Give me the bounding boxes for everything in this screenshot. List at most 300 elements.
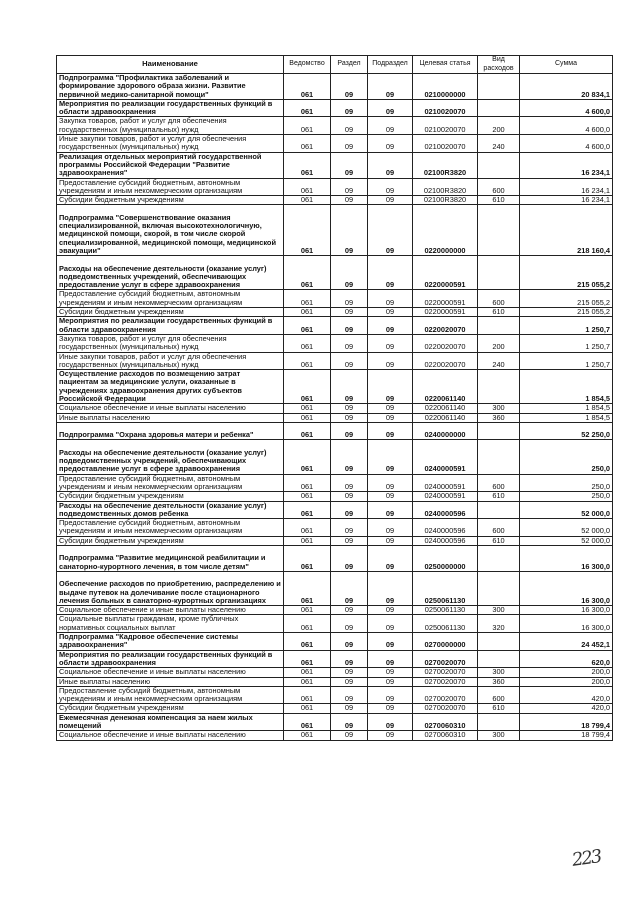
cell-podrazdel: 09 <box>368 422 413 440</box>
cell-vid: 360 <box>478 413 520 422</box>
cell-podrazdel: 09 <box>368 117 413 135</box>
cell-statya: 0270020070 <box>413 668 478 677</box>
cell-summa: 420,0 <box>520 704 613 713</box>
cell-statya: 0220000591 <box>413 256 478 290</box>
cell-vedomstvo: 061 <box>284 606 331 615</box>
cell-podrazdel: 09 <box>368 731 413 740</box>
cell-razdel: 09 <box>331 370 368 404</box>
cell-razdel: 09 <box>331 308 368 317</box>
cell-name: Расходы на обеспечение деятельности (оказание услуг) подведомственных домов ребенка <box>57 501 284 519</box>
cell-statya: 0270060310 <box>413 731 478 740</box>
cell-summa: 52 000,0 <box>520 519 613 537</box>
cell-summa: 52 000,0 <box>520 536 613 545</box>
table-row <box>57 546 613 572</box>
cell-razdel: 09 <box>331 536 368 545</box>
cell-razdel: 09 <box>331 404 368 413</box>
cell-name: Расходы на обеспечение деятельности (оказание услуг) подведомственных учреждений, обеспечивающих предоставление услуг в сфере здравоохранения <box>57 440 284 474</box>
cell-summa: 215 055,2 <box>520 308 613 317</box>
cell-name: Реализация отдельных мероприятий государственной программы Российской Федерации "Развитие здравоохранения" <box>57 152 284 178</box>
cell-vedomstvo: 061 <box>284 290 331 308</box>
table-row <box>57 205 613 256</box>
cell-name: Предоставление субсидий бюджетным, автономным учреждениям и иным некоммерческим организациям <box>57 474 284 492</box>
cell-name: Субсидии бюджетным учреждениям <box>57 492 284 501</box>
cell-vedomstvo: 061 <box>284 370 331 404</box>
cell-vid <box>478 571 520 605</box>
cell-razdel: 09 <box>331 474 368 492</box>
cell-statya: 0240000591 <box>413 492 478 501</box>
cell-vid <box>478 422 520 440</box>
cell-vid: 600 <box>478 474 520 492</box>
cell-summa: 16 300,0 <box>520 606 613 615</box>
table-row <box>57 334 613 352</box>
cell-vedomstvo: 061 <box>284 74 331 100</box>
cell-vid <box>478 633 520 651</box>
cell-vedomstvo: 061 <box>284 677 331 686</box>
cell-razdel: 09 <box>331 74 368 100</box>
cell-name: Иные выплаты населению <box>57 677 284 686</box>
cell-razdel: 09 <box>331 546 368 572</box>
header-razdel: Раздел <box>331 56 368 74</box>
cell-name: Мероприятия по реализации государственных функций в области здравоохранения <box>57 99 284 117</box>
cell-statya: 0220020070 <box>413 334 478 352</box>
header-summa: Сумма <box>520 56 613 74</box>
cell-name: Социальное обеспечение и иные выплаты населению <box>57 404 284 413</box>
table-row <box>57 196 613 205</box>
cell-statya: 02100R3820 <box>413 178 478 196</box>
cell-name: Мероприятия по реализации государственных функций в области здравоохранения <box>57 317 284 335</box>
cell-vedomstvo: 061 <box>284 546 331 572</box>
cell-podrazdel: 09 <box>368 440 413 474</box>
cell-name: Осуществление расходов по возмещению затрат пациентам за медицинские услуги, оказанные в учреждениях здравоохранения других субъектов Российской Федерации <box>57 370 284 404</box>
cell-vedomstvo: 061 <box>284 492 331 501</box>
cell-vedomstvo: 061 <box>284 317 331 335</box>
cell-statya: 0270060310 <box>413 713 478 731</box>
cell-vedomstvo: 061 <box>284 615 331 633</box>
budget-table <box>56 55 613 741</box>
cell-summa: 218 160,4 <box>520 205 613 256</box>
cell-razdel: 09 <box>331 99 368 117</box>
table-row <box>57 668 613 677</box>
cell-vid <box>478 74 520 100</box>
table-row <box>57 117 613 135</box>
cell-razdel: 09 <box>331 731 368 740</box>
table-row <box>57 317 613 335</box>
cell-summa: 16 234,1 <box>520 196 613 205</box>
cell-razdel: 09 <box>331 686 368 704</box>
cell-razdel: 09 <box>331 334 368 352</box>
table-row <box>57 615 613 633</box>
cell-podrazdel: 09 <box>368 606 413 615</box>
cell-name: Иные выплаты населению <box>57 413 284 422</box>
table-row <box>57 152 613 178</box>
table-row <box>57 422 613 440</box>
cell-vid: 610 <box>478 492 520 501</box>
cell-vid: 360 <box>478 677 520 686</box>
cell-podrazdel: 09 <box>368 677 413 686</box>
cell-summa: 215 055,2 <box>520 290 613 308</box>
cell-name: Мероприятия по реализации государственных функций в области здравоохранения <box>57 650 284 668</box>
cell-vedomstvo: 061 <box>284 474 331 492</box>
cell-statya: 0220020070 <box>413 352 478 370</box>
cell-vedomstvo: 061 <box>284 205 331 256</box>
cell-podrazdel: 09 <box>368 571 413 605</box>
cell-razdel: 09 <box>331 677 368 686</box>
table-row <box>57 413 613 422</box>
cell-vid <box>478 501 520 519</box>
cell-vid: 200 <box>478 334 520 352</box>
cell-razdel: 09 <box>331 668 368 677</box>
cell-razdel: 09 <box>331 501 368 519</box>
cell-vid: 240 <box>478 352 520 370</box>
cell-name: Закупка товаров, работ и услуг для обеспечения государственных (муниципальных) нужд <box>57 334 284 352</box>
cell-statya: 0210000000 <box>413 74 478 100</box>
cell-name: Субсидии бюджетным учреждениям <box>57 704 284 713</box>
cell-name: Подпрограмма "Охрана здоровья матери и ребенка" <box>57 422 284 440</box>
cell-name: Подпрограмма "Кадровое обеспечение системы здравоохранения" <box>57 633 284 651</box>
cell-vedomstvo: 061 <box>284 650 331 668</box>
cell-statya: 0220061140 <box>413 370 478 404</box>
cell-vedomstvo: 061 <box>284 99 331 117</box>
cell-vid: 610 <box>478 536 520 545</box>
cell-summa: 16 234,1 <box>520 152 613 178</box>
cell-statya: 0210020070 <box>413 117 478 135</box>
cell-vid <box>478 99 520 117</box>
cell-statya: 0210020070 <box>413 135 478 153</box>
cell-statya: 0220000000 <box>413 205 478 256</box>
cell-summa: 250,0 <box>520 474 613 492</box>
cell-vid: 600 <box>478 519 520 537</box>
cell-razdel: 09 <box>331 117 368 135</box>
cell-podrazdel: 09 <box>368 668 413 677</box>
cell-razdel: 09 <box>331 178 368 196</box>
cell-summa: 250,0 <box>520 440 613 474</box>
cell-podrazdel: 09 <box>368 99 413 117</box>
cell-statya: 0240000000 <box>413 422 478 440</box>
cell-vedomstvo: 061 <box>284 536 331 545</box>
cell-statya: 0220020070 <box>413 317 478 335</box>
cell-vedomstvo: 061 <box>284 519 331 537</box>
cell-razdel: 09 <box>331 615 368 633</box>
cell-razdel: 09 <box>331 205 368 256</box>
table-row <box>57 704 613 713</box>
cell-summa: 1 250,7 <box>520 334 613 352</box>
table-row <box>57 686 613 704</box>
cell-vid <box>478 440 520 474</box>
cell-vedomstvo: 061 <box>284 256 331 290</box>
table-row <box>57 519 613 537</box>
cell-vid <box>478 650 520 668</box>
cell-vid <box>478 152 520 178</box>
cell-name: Социальные выплаты гражданам, кроме публичных нормативных социальных выплат <box>57 615 284 633</box>
cell-name: Социальное обеспечение и иные выплаты населению <box>57 731 284 740</box>
cell-summa: 4 600,0 <box>520 135 613 153</box>
cell-name: Предоставление субсидий бюджетным, автономным учреждениям и иным некоммерческим организациям <box>57 290 284 308</box>
cell-podrazdel: 09 <box>368 352 413 370</box>
cell-name: Субсидии бюджетным учреждениям <box>57 196 284 205</box>
cell-summa: 16 300,0 <box>520 546 613 572</box>
cell-podrazdel: 09 <box>368 704 413 713</box>
cell-vedomstvo: 061 <box>284 152 331 178</box>
cell-statya: 0270020070 <box>413 704 478 713</box>
cell-name: Ежемесячная денежная компенсация за наем жилых помещений <box>57 713 284 731</box>
cell-statya: 0220061140 <box>413 413 478 422</box>
header-podrazdel: Подраздел <box>368 56 413 74</box>
cell-podrazdel: 09 <box>368 615 413 633</box>
cell-summa: 250,0 <box>520 492 613 501</box>
cell-vedomstvo: 061 <box>284 633 331 651</box>
cell-name: Иные закупки товаров, работ и услуг для обеспечения государственных (муниципальных) нужд <box>57 352 284 370</box>
cell-razdel: 09 <box>331 290 368 308</box>
cell-podrazdel: 09 <box>368 196 413 205</box>
cell-vedomstvo: 061 <box>284 334 331 352</box>
cell-summa: 1 854,5 <box>520 404 613 413</box>
cell-podrazdel: 09 <box>368 135 413 153</box>
header-vedomstvo: Ведомство <box>284 56 331 74</box>
cell-statya: 0270020070 <box>413 686 478 704</box>
cell-vid <box>478 713 520 731</box>
table-row <box>57 440 613 474</box>
cell-name: Субсидии бюджетным учреждениям <box>57 536 284 545</box>
cell-statya: 0270000000 <box>413 633 478 651</box>
table-row <box>57 178 613 196</box>
cell-summa: 18 799,4 <box>520 731 613 740</box>
cell-vedomstvo: 061 <box>284 404 331 413</box>
cell-podrazdel: 09 <box>368 256 413 290</box>
cell-statya: 0250061130 <box>413 571 478 605</box>
cell-razdel: 09 <box>331 135 368 153</box>
cell-vid: 600 <box>478 686 520 704</box>
cell-podrazdel: 09 <box>368 152 413 178</box>
cell-razdel: 09 <box>331 196 368 205</box>
cell-podrazdel: 09 <box>368 317 413 335</box>
cell-vid: 300 <box>478 404 520 413</box>
cell-podrazdel: 09 <box>368 492 413 501</box>
cell-summa: 200,0 <box>520 668 613 677</box>
cell-vedomstvo: 061 <box>284 686 331 704</box>
cell-razdel: 09 <box>331 571 368 605</box>
cell-vid: 600 <box>478 178 520 196</box>
cell-statya: 0250000000 <box>413 546 478 572</box>
cell-summa: 200,0 <box>520 677 613 686</box>
table-row <box>57 677 613 686</box>
cell-statya: 0240000591 <box>413 474 478 492</box>
table-row <box>57 370 613 404</box>
cell-podrazdel: 09 <box>368 536 413 545</box>
cell-summa: 16 300,0 <box>520 571 613 605</box>
cell-vedomstvo: 061 <box>284 135 331 153</box>
cell-vedomstvo: 061 <box>284 308 331 317</box>
cell-name: Субсидии бюджетным учреждениям <box>57 308 284 317</box>
table-row <box>57 404 613 413</box>
cell-name: Расходы на обеспечение деятельности (оказание услуг) подведомственных учреждений, обеспечивающих предоставление услуг в сфере здравоохранения <box>57 256 284 290</box>
table-row <box>57 713 613 731</box>
table-row <box>57 308 613 317</box>
cell-vedomstvo: 061 <box>284 713 331 731</box>
table-row <box>57 135 613 153</box>
cell-vedomstvo: 061 <box>284 668 331 677</box>
cell-vedomstvo: 061 <box>284 571 331 605</box>
cell-statya: 0240000596 <box>413 536 478 545</box>
cell-podrazdel: 09 <box>368 713 413 731</box>
table-header-row <box>57 56 613 74</box>
cell-vedomstvo: 061 <box>284 704 331 713</box>
cell-summa: 215 055,2 <box>520 256 613 290</box>
cell-statya: 0240000596 <box>413 501 478 519</box>
table-row <box>57 74 613 100</box>
cell-vid: 600 <box>478 290 520 308</box>
cell-vid: 610 <box>478 196 520 205</box>
cell-razdel: 09 <box>331 413 368 422</box>
cell-razdel: 09 <box>331 713 368 731</box>
cell-podrazdel: 09 <box>368 290 413 308</box>
cell-vid <box>478 256 520 290</box>
table-row <box>57 352 613 370</box>
cell-summa: 420,0 <box>520 686 613 704</box>
cell-statya: 0220061140 <box>413 404 478 413</box>
cell-name: Подпрограмма "Совершенствование оказания специализированной, включая высокотехнологичную, медицинской помощи, скорой, в том числе скорой специализированной, медицинской помощи, медицинской эвакуации" <box>57 205 284 256</box>
table-row <box>57 501 613 519</box>
cell-podrazdel: 09 <box>368 633 413 651</box>
cell-podrazdel: 09 <box>368 686 413 704</box>
cell-name: Иные закупки товаров, работ и услуг для обеспечения государственных (муниципальных) нужд <box>57 135 284 153</box>
cell-vid: 300 <box>478 731 520 740</box>
cell-summa: 52 000,0 <box>520 501 613 519</box>
header-name: Наименование <box>57 56 284 74</box>
cell-summa: 20 834,1 <box>520 74 613 100</box>
cell-summa: 24 452,1 <box>520 633 613 651</box>
cell-statya: 02100R3820 <box>413 196 478 205</box>
cell-summa: 4 600,0 <box>520 117 613 135</box>
cell-statya: 0250061130 <box>413 606 478 615</box>
cell-statya: 02100R3820 <box>413 152 478 178</box>
cell-statya: 0240000596 <box>413 519 478 537</box>
cell-razdel: 09 <box>331 422 368 440</box>
cell-podrazdel: 09 <box>368 178 413 196</box>
cell-podrazdel: 09 <box>368 650 413 668</box>
cell-podrazdel: 09 <box>368 501 413 519</box>
budget-document-page <box>56 55 612 741</box>
cell-statya: 0220000591 <box>413 308 478 317</box>
cell-podrazdel: 09 <box>368 370 413 404</box>
cell-podrazdel: 09 <box>368 474 413 492</box>
cell-vedomstvo: 061 <box>284 196 331 205</box>
cell-vid: 200 <box>478 117 520 135</box>
cell-statya: 0270020070 <box>413 650 478 668</box>
cell-statya: 0240000591 <box>413 440 478 474</box>
table-row <box>57 256 613 290</box>
cell-statya: 0250061130 <box>413 615 478 633</box>
cell-summa: 1 854,5 <box>520 370 613 404</box>
cell-podrazdel: 09 <box>368 308 413 317</box>
cell-podrazdel: 09 <box>368 404 413 413</box>
table-row <box>57 731 613 740</box>
cell-vid <box>478 317 520 335</box>
cell-name: Социальное обеспечение и иные выплаты населению <box>57 606 284 615</box>
cell-podrazdel: 09 <box>368 546 413 572</box>
cell-vedomstvo: 061 <box>284 178 331 196</box>
cell-vid: 300 <box>478 606 520 615</box>
cell-vedomstvo: 061 <box>284 422 331 440</box>
cell-name: Социальное обеспечение и иные выплаты населению <box>57 668 284 677</box>
cell-vid: 320 <box>478 615 520 633</box>
table-row <box>57 571 613 605</box>
cell-vedomstvo: 061 <box>284 440 331 474</box>
cell-vid: 240 <box>478 135 520 153</box>
table-row <box>57 492 613 501</box>
cell-summa: 1 250,7 <box>520 352 613 370</box>
cell-summa: 16 300,0 <box>520 615 613 633</box>
cell-razdel: 09 <box>331 317 368 335</box>
cell-podrazdel: 09 <box>368 205 413 256</box>
cell-vid: 610 <box>478 704 520 713</box>
table-row <box>57 474 613 492</box>
cell-razdel: 09 <box>331 440 368 474</box>
cell-vid: 300 <box>478 668 520 677</box>
cell-razdel: 09 <box>331 519 368 537</box>
cell-summa: 18 799,4 <box>520 713 613 731</box>
cell-razdel: 09 <box>331 606 368 615</box>
cell-razdel: 09 <box>331 650 368 668</box>
cell-summa: 16 234,1 <box>520 178 613 196</box>
cell-vid <box>478 205 520 256</box>
cell-razdel: 09 <box>331 352 368 370</box>
cell-vid <box>478 546 520 572</box>
table-row <box>57 99 613 117</box>
cell-razdel: 09 <box>331 492 368 501</box>
cell-summa: 1 250,7 <box>520 317 613 335</box>
table-body <box>57 74 613 741</box>
cell-vedomstvo: 061 <box>284 731 331 740</box>
cell-vedomstvo: 061 <box>284 117 331 135</box>
cell-summa: 4 600,0 <box>520 99 613 117</box>
handwritten-page-number: 223 <box>570 846 602 871</box>
table-row <box>57 606 613 615</box>
cell-podrazdel: 09 <box>368 519 413 537</box>
cell-statya: 0210020070 <box>413 99 478 117</box>
table-row <box>57 536 613 545</box>
table-row <box>57 650 613 668</box>
cell-name: Предоставление субсидий бюджетным, автономным учреждениям и иным некоммерческим организациям <box>57 686 284 704</box>
cell-name: Предоставление субсидий бюджетным, автономным учреждениям и иным некоммерческим организациям <box>57 519 284 537</box>
cell-vid: 610 <box>478 308 520 317</box>
cell-razdel: 09 <box>331 704 368 713</box>
cell-name: Подпрограмма "Развитие медицинской реабилитации и санаторно-курортного лечения, в том числе детям" <box>57 546 284 572</box>
cell-vedomstvo: 061 <box>284 413 331 422</box>
cell-summa: 620,0 <box>520 650 613 668</box>
cell-name: Обеспечение расходов по приобретению, распределению и выдаче путевок на долечивание после стационарного лечения больных в санаторно-курортных организациях <box>57 571 284 605</box>
cell-razdel: 09 <box>331 256 368 290</box>
cell-name: Предоставление субсидий бюджетным, автономным учреждениям и иным некоммерческим организациям <box>57 178 284 196</box>
cell-name: Закупка товаров, работ и услуг для обеспечения государственных (муниципальных) нужд <box>57 117 284 135</box>
cell-vid <box>478 370 520 404</box>
table-row <box>57 290 613 308</box>
cell-vedomstvo: 061 <box>284 352 331 370</box>
cell-summa: 52 250,0 <box>520 422 613 440</box>
cell-statya: 0220000591 <box>413 290 478 308</box>
cell-razdel: 09 <box>331 633 368 651</box>
cell-name: Подпрограмма "Профилактика заболеваний и формирование здорового образа жизни. Развитие первичной медико-санитарной помощи" <box>57 74 284 100</box>
cell-razdel: 09 <box>331 152 368 178</box>
cell-vedomstvo: 061 <box>284 501 331 519</box>
header-vid: Вид расходов <box>478 56 520 74</box>
cell-statya: 0270020070 <box>413 677 478 686</box>
cell-summa: 1 854,5 <box>520 413 613 422</box>
cell-podrazdel: 09 <box>368 74 413 100</box>
cell-podrazdel: 09 <box>368 334 413 352</box>
table-row <box>57 633 613 651</box>
header-statya: Целевая статья <box>413 56 478 74</box>
cell-podrazdel: 09 <box>368 413 413 422</box>
